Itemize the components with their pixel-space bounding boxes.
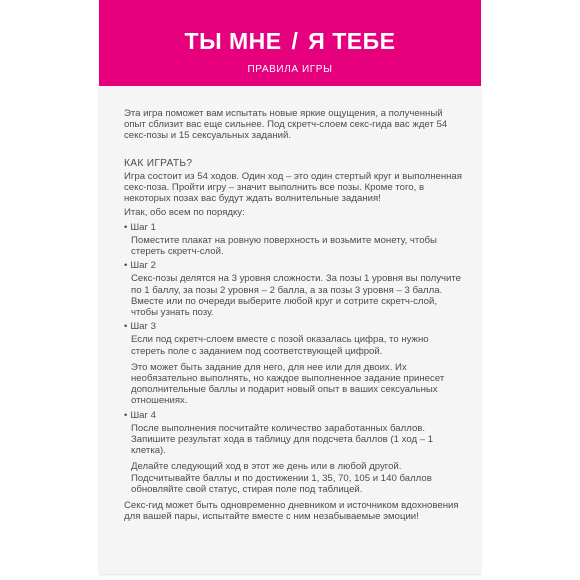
rules-card — [99, 0, 481, 574]
step-4-text: После выполнения посчитайте количество заработанных баллов. Запишите результат хода в таблицу для подсчета баллов (1 ход – 1 клетка). — [131, 422, 434, 457]
bullet-icon: • — [124, 221, 128, 233]
step-label: Шаг 1 — [130, 221, 156, 233]
step-label: Шаг 3 — [130, 321, 156, 333]
step-label: Шаг 2 — [130, 260, 156, 272]
step-heading-4 — [124, 410, 464, 421]
step-heading-2 — [124, 260, 464, 271]
step-1-text: Поместите плакат на ровную поверхность и возьмите монету, чтобы стереть скретч-слой. — [131, 234, 437, 258]
rules-paragraph-order: Итак, обо всем по порядку: — [124, 207, 245, 219]
rules-paragraph: Игра состоит из 54 ходов. Один ход – это один стертый круг и выполненная секс-поза. Пройти игру – значит выполнить все позы. Кроме того, в некоторых позах вас будут ждать волнительные задания! — [124, 170, 462, 205]
step-2-text: Секс-позы делятся на 3 уровня сложности. За позы 1 уровня вы получите по 1 баллу, за позы 2 уровня – 2 балла, а за позы 3 уровня – 3 балла. Вместе или по очереди выберите любой круг и сотрите скретч-слой, чтобы узнать позу. — [131, 273, 462, 319]
step-heading-3 — [124, 321, 464, 332]
closing-paragraph: Секс-гид может быть одновременно дневником и источником вдохновения для вашей пары, испытайте вместе с ним незабываемые эмоции! — [124, 500, 459, 523]
game-title — [99, 28, 481, 54]
step-label: Шаг 4 — [130, 409, 156, 421]
title-separator: / — [291, 28, 299, 54]
step-heading-1 — [124, 222, 464, 233]
title-part-1: ТЫ МНЕ — [184, 28, 282, 54]
title-part-2: Я ТЕБЕ — [308, 28, 396, 54]
rules-content — [124, 108, 464, 526]
step-4-text-extra: Делайте следующий ход в этот же день или в любой другой. Подсчитывайте баллы и по достижении 1, 35, 70, 105 и 140 баллов обновляйте свой статус, стирая поле под таблицей. — [131, 461, 432, 495]
header-banner — [99, 0, 481, 86]
bullet-icon: • — [124, 321, 128, 333]
bullet-icon: • — [124, 409, 128, 421]
step-3-text-extra: Это может быть задание для него, для нее или для двоих. Их необязательно выполнять, но каждое выполненное задание принесет дополнительные баллы и подарит новый опыт в ваших сексуальных отношениях. — [131, 361, 445, 407]
intro-paragraph: Эта игра поможет вам испытать новые яркие ощущения, а полученный опыт сблизит вас еще сильнее. Под скретч-слоем секс-гида вас ждет 54 секс-позы и 15 сексуальных заданий. — [124, 108, 448, 142]
section-heading: КАК ИГРАТЬ? — [124, 157, 193, 169]
bullet-icon: • — [124, 260, 128, 272]
step-3-text: Если под скретч-слоем вместе с позой оказалась цифра, то нужно стереть поле с заданием под соответствующей цифрой. — [131, 334, 429, 357]
subtitle: ПРАВИЛА ИГРЫ — [247, 64, 333, 75]
